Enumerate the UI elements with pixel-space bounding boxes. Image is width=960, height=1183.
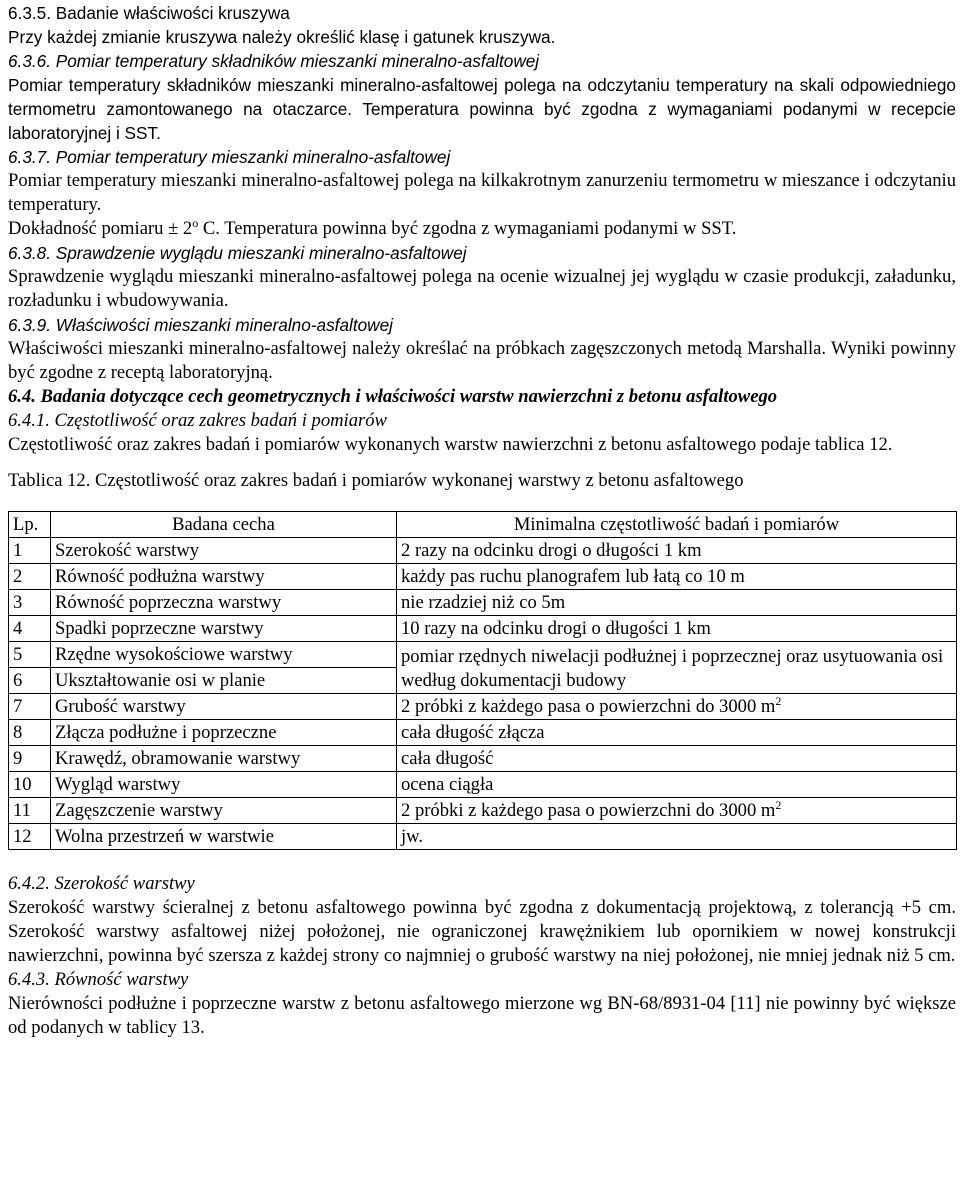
accuracy-line — [8, 217, 956, 241]
paragraph-6-4-2: Szerokość warstwy ścieralnej z betonu asfaltowego powinna być zgodna z dokumentacją projektową, z tolerancją +5 cm. Szerokość warstwy asfaltowej niżej położonej, nie ograniczonej krawężnikiem lub opornikiem w nowej konstrukcji nawierzchni, powinna być szersza z każdej strony co najmniej o grubość warstwy na niej położonej, nie mniej jednak niż 5 cm. — [8, 897, 956, 966]
unit-superscript: 2 — [775, 797, 782, 812]
table-caption: Tablica 12. Częstotliwość oraz zakres badań i pomiarów wykonanej warstwy z betonu asfaltowego — [8, 470, 744, 491]
cell-feature: Złącza podłużne i poprzeczne — [51, 720, 397, 746]
cell-frequency — [397, 590, 957, 616]
header-lp: Lp. — [9, 512, 51, 538]
cell-lp: 8 — [9, 720, 51, 746]
heading-6-4-2: 6.4.2. Szerokość warstwy — [8, 873, 195, 894]
cell-lp: 4 — [9, 616, 51, 642]
section-6-3-9 — [8, 313, 956, 337]
header-frequency: Minimalna częstotliwość badań i pomiarów — [397, 512, 957, 538]
accuracy-text: Dokładność pomiaru ± 2 — [8, 218, 193, 239]
frequency-text: każdy pas ruchu planografem lub łatą co 10 m — [401, 565, 745, 587]
heading-6-3-6: 6.3.6. Pomiar temperatury składników mieszanki mineralno-asfaltowej — [8, 51, 540, 71]
cell-frequency — [397, 824, 957, 850]
cell-feature: Wygląd warstwy — [51, 772, 397, 798]
table-row — [9, 746, 957, 772]
paragraph-6-3-7: Pomiar temperatury mieszanki mineralno-asfaltowej polega na kilkakrotnym zanurzeniu termometru w mieszance i odczytaniu temperatury. — [8, 170, 956, 215]
table-row — [9, 772, 957, 798]
frequency-text: jw. — [401, 825, 424, 847]
cell-frequency — [397, 564, 957, 590]
frequency-text: ocena ciągła — [401, 773, 494, 795]
heading-6-3-5: 6.3.5. Badanie właściwości kruszywa — [8, 3, 290, 23]
table-row — [9, 590, 957, 616]
frequency-text: nie rzadziej niż co 5m — [401, 591, 566, 613]
cell-lp: 5 — [9, 642, 51, 668]
cell-frequency — [397, 642, 957, 694]
cell-feature: Szerokość warstwy — [51, 538, 397, 564]
document-page — [8, 1, 956, 1040]
frequency-text: 2 próbki z każdego pasa o powierzchni do 3000 m — [401, 695, 776, 717]
heading-6-3-9: 6.3.9. Właściwości mieszanki mineralno-asfaltowej — [8, 315, 393, 335]
cell-lp: 6 — [9, 668, 51, 694]
cell-lp: 10 — [9, 772, 51, 798]
paragraph-6-3-5: Przy każdej zmianie kruszywa należy określić klasę i gatunek kruszywa. — [8, 27, 556, 47]
cell-frequency — [397, 772, 957, 798]
heading-6-4: 6.4. Badania dotyczące cech geometrycznych i właściwości warstw nawierzchni z betonu asfaltowego — [8, 386, 778, 407]
frequency-table — [8, 511, 957, 850]
cell-feature: Spadki poprzeczne warstwy — [51, 616, 397, 642]
cell-feature: Równość podłużna warstwy — [51, 564, 397, 590]
cell-feature: Wolna przestrzeń w warstwie — [51, 824, 397, 850]
degree-sup: o — [192, 215, 199, 230]
heading-6-4-3: 6.4.3. Równość warstwy — [8, 969, 189, 990]
table-row — [9, 642, 957, 668]
cell-feature: Krawędź, obramowanie warstwy — [51, 746, 397, 772]
table-row — [9, 564, 957, 590]
paragraph-6-4-3: Nierówności podłużne i poprzeczne warstw z betonu asfaltowego mierzone wg BN-68/8931-04 [11] nie powinny być większe od podanych w tablicy 13. — [8, 993, 956, 1038]
accuracy-text-after: C. Temperatura powinna być zgodna z wymaganiami podanymi w SST. — [198, 218, 737, 239]
cell-feature: Ukształtowanie osi w planie — [51, 668, 397, 694]
frequency-text: 2 razy na odcinku drogi o długości 1 km — [401, 539, 702, 561]
cell-lp: 9 — [9, 746, 51, 772]
cell-frequency — [397, 798, 957, 824]
frequency-text: cała długość — [401, 747, 494, 769]
table-row — [9, 798, 957, 824]
frequency-text: cała długość złącza — [401, 721, 545, 743]
table-row — [9, 616, 957, 642]
cell-frequency — [397, 694, 957, 720]
cell-frequency — [397, 538, 957, 564]
table-row — [9, 694, 957, 720]
cell-lp: 1 — [9, 538, 51, 564]
cell-feature: Zagęszczenie warstwy — [51, 798, 397, 824]
cell-lp: 7 — [9, 694, 51, 720]
header-feature: Badana cecha — [51, 512, 397, 538]
table-row — [9, 824, 957, 850]
frequency-text: 10 razy na odcinku drogi o długości 1 km — [401, 617, 711, 639]
paragraph-6-3-9: Właściwości mieszanki mineralno-asfaltowej należy określać na próbkach zagęszczonych metodą Marshalla. Wyniki powinny być zgodne z receptą laboratoryjną. — [8, 338, 956, 383]
cell-lp: 2 — [9, 564, 51, 590]
cell-frequency — [397, 720, 957, 746]
cell-lp: 3 — [9, 590, 51, 616]
table-header-row — [9, 512, 957, 538]
heading-6-3-7: 6.3.7. Pomiar temperatury mieszanki mineralno-asfaltowej — [8, 147, 451, 167]
cell-frequency — [397, 616, 957, 642]
cell-feature: Równość poprzeczna warstwy — [51, 590, 397, 616]
unit-superscript: 2 — [775, 693, 782, 708]
frequency-text: 2 próbki z każdego pasa o powierzchni do 3000 m — [401, 799, 776, 821]
paragraph-6-4-1: Częstotliwość oraz zakres badań i pomiarów wykonanych warstw nawierzchni z betonu asfaltowego podaje tablica 12. — [8, 434, 893, 455]
table-body — [9, 538, 957, 850]
section-6-3-7 — [8, 145, 956, 169]
frequency-text: pomiar rzędnych niwelacji podłużnej i poprzecznej oraz usytuowania osi według dokumentacji budowy — [401, 646, 944, 691]
cell-feature: Rzędne wysokościowe warstwy — [51, 642, 397, 668]
paragraph-6-3-6: Pomiar temperatury składników mieszanki mineralno-asfaltowej polega na odczytaniu temperatury na skali odpowiedniego termometru zamontowanego na otaczarce. Temperatura powinna być zgodna z wymaganiami podanymi w recepcie laboratoryjnej i SST. — [8, 75, 956, 143]
cell-frequency — [397, 746, 957, 772]
cell-lp: 11 — [9, 798, 51, 824]
paragraph-6-3-8: Sprawdzenie wyglądu mieszanki mineralno-asfaltowej polega na ocenie wizualnej jej wyglądu w czasie produkcji, załadunku, rozładunku i wbudowywania. — [8, 266, 956, 311]
cell-feature: Grubość warstwy — [51, 694, 397, 720]
intro-block — [8, 1, 956, 145]
cell-lp: 12 — [9, 824, 51, 850]
table-row — [9, 720, 957, 746]
table-row — [9, 538, 957, 564]
heading-6-4-1: 6.4.1. Częstotliwość oraz zakres badań i pomiarów — [8, 410, 387, 431]
section-6-3-8 — [8, 241, 956, 265]
heading-6-3-8: 6.3.8. Sprawdzenie wyglądu mieszanki mineralno-asfaltowej — [8, 243, 467, 263]
